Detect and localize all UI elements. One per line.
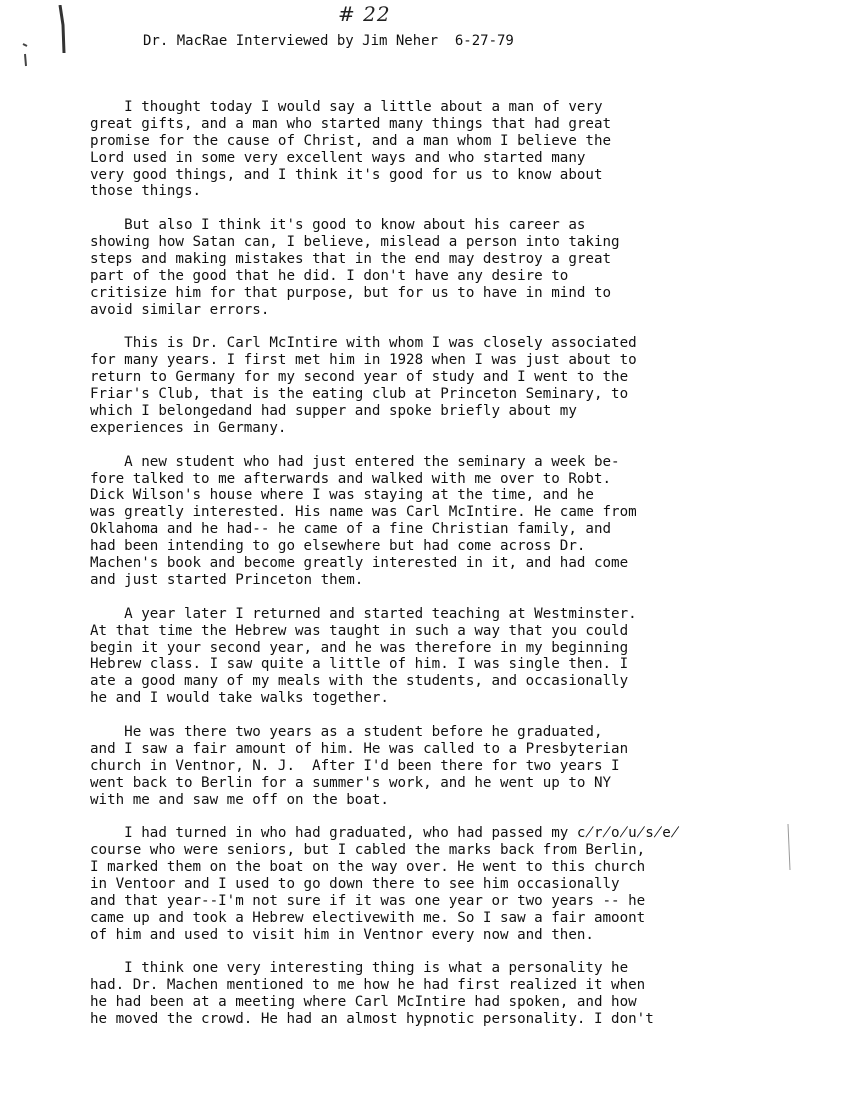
text-line: Hebrew class. I saw quite a little of him. I was single then. I: [90, 656, 629, 673]
text-line: experiences in Germany.: [90, 419, 287, 436]
text-line: Lord used in some very excellent ways and who started many: [90, 149, 586, 166]
text-line: he moved the crowd. He had an almost hypnotic personality. I don't: [90, 1011, 654, 1028]
text-line: course who were seniors, but I cabled the marks back from Berlin,: [90, 842, 646, 859]
text-line: in Ventoor and I used to go down there to see him occasionally: [90, 875, 620, 892]
document-header: Dr. MacRae Interviewed by Jim Neher 6-27-79: [143, 33, 514, 49]
text-line: I thought today I would say a little about a man of very: [90, 99, 603, 115]
text-line: Dick Wilson's house where I was staying at the time, and he: [90, 487, 594, 504]
text-line: He was there two years as a student before he graduated,: [90, 723, 603, 740]
paragraph: [90, 335, 790, 436]
text-line: Oklahoma and he had-- he came of a fine Christian family, and: [90, 521, 612, 538]
handwritten-mark-left: [20, 40, 30, 68]
text-line: I think one very interesting thing is what a personality he: [90, 960, 629, 977]
text-line: had been intending to go elsewhere but had come across Dr.: [90, 538, 586, 555]
paragraph: [90, 606, 790, 707]
text-line: At that time the Hebrew was taught in such a way that you could: [90, 622, 629, 639]
text-line: I marked them on the boat on the way over. He went to this church: [90, 859, 646, 876]
text-line: with me and saw me off on the boat.: [90, 791, 389, 808]
text-line: came up and took a Hebrew electivewith me. So I saw a fair amoont: [90, 909, 646, 926]
text-line: Machen's book and become greatly interested in it, and had come: [90, 555, 629, 572]
text-line: Friar's Club, that is the eating club at Princeton Seminary, to: [90, 386, 629, 403]
paragraph: [90, 99, 790, 200]
text-line: church in Ventnor, N. J. After I'd been there for two years I: [90, 757, 620, 774]
text-line: he had been at a meeting where Carl McIntire had spoken, and how: [90, 994, 637, 1011]
text-line: had. Dr. Machen mentioned to me how he had first realized it when: [90, 977, 646, 994]
text-line: fore talked to me afterwards and walked with me over to Robt.: [90, 470, 612, 487]
text-line: very good things, and I think it's good for us to know about: [90, 166, 603, 183]
text-line: return to Germany for my second year of study and I went to the: [90, 369, 629, 386]
text-line: which I belongedand had supper and spoke briefly about my: [90, 403, 577, 420]
text-line: critisize him for that purpose, but for us to have in mind to: [90, 284, 612, 301]
text-line: for many years. I first met him in 1928 when I was just about to: [90, 352, 637, 369]
paragraph: [90, 825, 790, 943]
text-line: A new student who had just entered the seminary a week be-: [90, 453, 620, 470]
text-line: and I saw a fair amount of him. He was called to a Presbyterian: [90, 740, 629, 757]
text-line: A year later I returned and started teaching at Westminster.: [90, 605, 637, 622]
text-line: promise for the cause of Christ, and a man whom I believe the: [90, 132, 612, 149]
text-line: But also I think it's good to know about his career as: [90, 217, 586, 234]
text-line: he and I would take walks together.: [90, 690, 389, 707]
text-line: showing how Satan can, I believe, mislead a person into taking: [90, 234, 620, 251]
paragraph: [90, 217, 790, 318]
text-line: great gifts, and a man who started many things that had great: [90, 115, 612, 132]
document-body: [90, 99, 790, 1045]
text-line: ate a good many of my meals with the students, and occasionally: [90, 673, 629, 690]
text-line: This is Dr. Carl McIntire with whom I was closely associated: [90, 335, 637, 352]
text-line: and just started Princeton them.: [90, 571, 364, 588]
paragraph: [90, 454, 790, 589]
text-line: begin it your second year, and he was therefore in my beginning: [90, 639, 629, 656]
text-line: went back to Berlin for a summer's work, and he went up to NY: [90, 774, 612, 791]
paragraph: [90, 724, 790, 808]
text-line: avoid similar errors.: [90, 301, 270, 318]
text-line: and that year--I'm not sure if it was one year or two years -- he: [90, 892, 646, 909]
text-line: steps and making mistakes that in the end may destroy a great: [90, 251, 612, 268]
text-line: those things.: [90, 183, 202, 200]
paragraph: [90, 960, 790, 1028]
text-line: I had turned in who had graduated, who had passed my c̸r̸o̸u̸s̸e̸: [90, 825, 680, 842]
handwritten-page-number: # 22: [338, 2, 391, 26]
text-line: part of the good that he did. I don't have any desire to: [90, 267, 569, 284]
text-line: was greatly interested. His name was Carl McIntire. He came from: [90, 504, 637, 521]
text-line: of him and used to visit him in Ventnor every now and then.: [90, 926, 594, 943]
handwritten-mark-top: [58, 5, 66, 55]
